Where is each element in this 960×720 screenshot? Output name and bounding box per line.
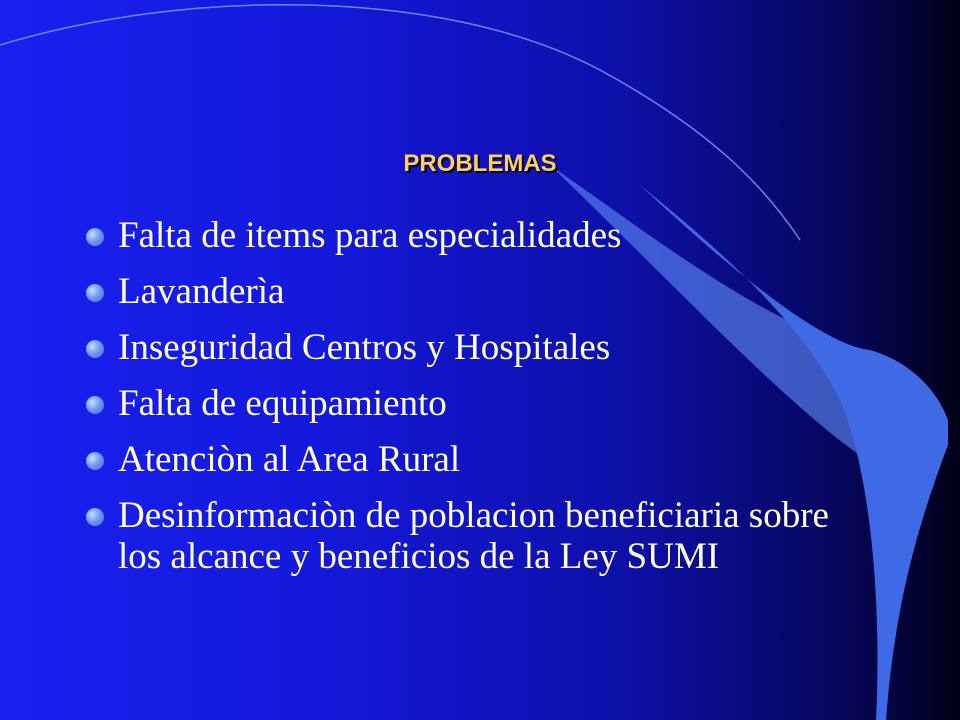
bullet-item	[86, 495, 876, 577]
bullet-dot-icon	[86, 452, 104, 470]
bullet-text: Atenciòn al Area Rural	[118, 439, 461, 480]
bullet-item	[86, 327, 876, 368]
bullet-dot-icon	[86, 508, 104, 526]
bullet-dot-icon	[86, 396, 104, 414]
bullet-item	[86, 383, 876, 424]
bullet-text: Lavanderìa	[118, 271, 285, 312]
bullet-text: Inseguridad Centros y Hospitales	[118, 327, 611, 368]
bullet-dot-icon	[86, 228, 104, 246]
bullet-text: Falta de equipamiento	[118, 383, 447, 424]
bullet-dot-icon	[86, 284, 104, 302]
bullet-item	[86, 215, 876, 256]
decorative-arc-thin	[0, 5, 800, 240]
bullet-list	[86, 215, 876, 592]
bullet-dot-icon	[86, 340, 104, 358]
bullet-text: Desinformaciòn de poblacion beneficiaria sobre los alcance y beneficios de la Ley SUMI	[118, 495, 829, 577]
bullet-text: Falta de items para especialidades	[118, 215, 622, 256]
slide-title: PROBLEMAS	[403, 150, 557, 177]
bullet-item	[86, 271, 876, 312]
bullet-item	[86, 439, 876, 480]
